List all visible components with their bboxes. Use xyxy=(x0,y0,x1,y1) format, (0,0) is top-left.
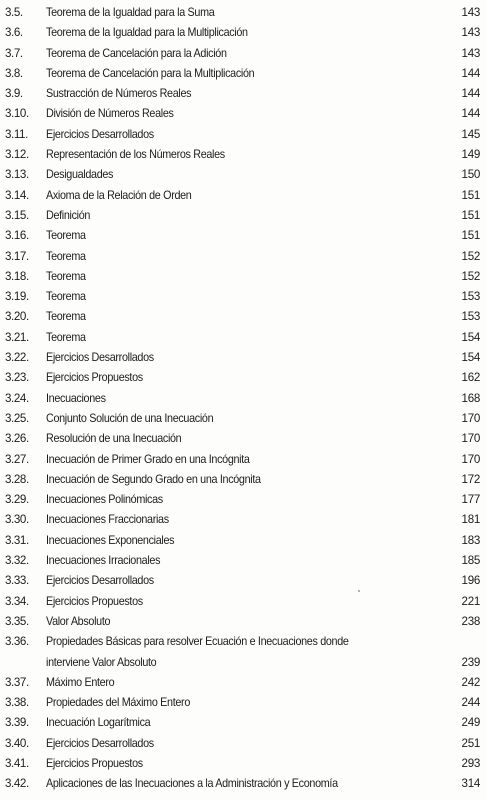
toc-entry-title xyxy=(46,450,250,470)
toc-entry-title xyxy=(46,44,227,64)
toc-entry-number: 3.23. xyxy=(5,371,29,385)
toc-entry-title xyxy=(46,64,254,84)
toc-entry-title xyxy=(46,592,143,612)
toc-entry xyxy=(0,206,487,226)
toc-entry xyxy=(0,64,487,84)
toc-entry-number: 3.10. xyxy=(5,107,29,121)
toc-entry xyxy=(0,104,487,124)
toc-entry-title-line: Propiedades Básicas para resolver Ecuación e Inecuaciones donde xyxy=(46,635,349,649)
toc-entry xyxy=(0,632,487,673)
toc-entry-page-number: 144 xyxy=(461,107,480,121)
toc-entry-page-number: 162 xyxy=(461,371,480,385)
toc-entry-title-line: Conjunto Solución de una Inecuación xyxy=(46,411,214,425)
toc-entry-page-number: 149 xyxy=(461,148,480,162)
toc-entry-page-number: 314 xyxy=(461,777,480,791)
toc-entry-number: 3.42. xyxy=(5,777,29,791)
toc-entry-page-number: 143 xyxy=(461,26,480,40)
toc-entry-number: 3.13. xyxy=(5,168,29,182)
toc-entry-title-line: Ejercicios Propuestos xyxy=(46,594,143,608)
toc-entry-number: 3.37. xyxy=(5,675,29,689)
toc-entry-number: 3.33. xyxy=(5,574,29,588)
toc-entry-title-line: Teorema xyxy=(46,330,86,344)
toc-entry xyxy=(0,267,487,287)
toc-entry-title-line: Teorema xyxy=(46,290,86,304)
toc-entry-title-line: Teorema xyxy=(46,249,86,263)
toc-entry-title-line: Teorema de la Igualdad para la Multiplicación xyxy=(46,26,248,40)
scan-speck xyxy=(358,590,360,592)
toc-entry-number: 3.36. xyxy=(5,635,29,649)
toc-entry-title xyxy=(46,409,213,429)
toc-entry-title xyxy=(46,23,248,43)
toc-entry-title xyxy=(46,389,106,409)
toc-entry-number: 3.26. xyxy=(5,432,29,446)
toc-entry-page-number: 183 xyxy=(461,533,480,547)
toc-entry xyxy=(0,44,487,64)
toc-entry-page-number: 181 xyxy=(461,513,480,527)
toc-entry-page-number: 172 xyxy=(461,472,480,486)
toc-entry-title xyxy=(46,470,261,490)
toc-entry-title-line: Sustracción de Números Reales xyxy=(46,87,192,101)
toc-entry-page-number: 152 xyxy=(461,269,480,283)
toc-entry-page-number: 144 xyxy=(461,87,480,101)
toc-entry-title xyxy=(46,125,154,145)
toc-entry-title xyxy=(46,531,174,551)
toc-entry xyxy=(0,713,487,733)
toc-entry-title xyxy=(46,165,113,185)
toc-entry-number: 3.20. xyxy=(5,310,29,324)
toc-entry xyxy=(0,490,487,510)
toc-entry-title xyxy=(46,267,86,287)
toc-entry xyxy=(0,287,487,307)
toc-entry-page-number: 151 xyxy=(461,208,480,222)
toc-entry-page-number: 143 xyxy=(461,6,480,19)
toc-entry xyxy=(0,592,487,612)
toc-entry-title xyxy=(46,612,110,632)
toc-entry-number: 3.27. xyxy=(5,452,29,466)
toc-entry-page-number: 152 xyxy=(461,249,480,263)
toc-entry xyxy=(0,409,487,429)
toc-entry-title xyxy=(46,713,150,733)
toc-entry-title-line: Propiedades del Máximo Entero xyxy=(46,696,191,710)
toc-entry-title-line: Ejercicios Desarrollados xyxy=(46,736,154,750)
toc-entry-title-line: Inecuación Logarítmica xyxy=(46,716,151,730)
toc-entry-title-line: Representación de los Números Reales xyxy=(46,148,225,162)
toc-entry-title xyxy=(46,490,163,510)
toc-entry-title xyxy=(46,328,86,348)
toc-entry-title-line: interviene Valor Absoluto xyxy=(46,655,157,669)
toc-entry-title-line: Inecuación de Segundo Grado en una Incógnita xyxy=(46,472,261,486)
toc-entry-title-line: Aplicaciones de las Inecuaciones a la Administración y Economía xyxy=(46,777,338,791)
toc-entry-number: 3.28. xyxy=(5,472,29,486)
toc-entry-page-number: 221 xyxy=(461,594,480,608)
toc-entry-title-line: Inecuaciones Fraccionarias xyxy=(46,513,169,527)
toc-entry-page-number: 151 xyxy=(461,229,480,243)
toc-entry-title xyxy=(46,104,174,124)
toc-entry-page-number: 153 xyxy=(461,310,480,324)
toc-entry-title xyxy=(46,186,191,206)
toc-entry xyxy=(0,571,487,591)
toc-entry xyxy=(0,612,487,632)
toc-entry xyxy=(0,247,487,267)
toc-entry-page-number: 185 xyxy=(461,554,480,568)
toc-entry-title xyxy=(46,510,169,530)
toc-entry-title-line: Axioma de la Relación de Orden xyxy=(46,188,192,202)
toc-entry-title xyxy=(46,84,191,104)
toc-entry-title-line: Desigualdades xyxy=(46,168,114,182)
toc-entry-title xyxy=(46,226,86,246)
toc-entry-page-number: 154 xyxy=(461,351,480,365)
toc-entry-title xyxy=(46,551,160,571)
toc-entry-page-number: 168 xyxy=(461,391,480,405)
toc-entry-title xyxy=(46,348,154,368)
toc-entry-title-line: Ejercicios Desarrollados xyxy=(46,127,154,141)
toc-entry-title xyxy=(46,3,214,23)
toc-entry xyxy=(0,673,487,693)
toc-entry-page-number: 153 xyxy=(461,290,480,304)
toc-entry-number: 3.12. xyxy=(5,148,29,162)
toc-entry xyxy=(0,693,487,713)
toc-entry-title-line: Resolución de una Inecuación xyxy=(46,432,182,446)
toc-entry-title-line: Teorema xyxy=(46,269,86,283)
toc-entry-title-line: División de Números Reales xyxy=(46,107,174,121)
toc-entry xyxy=(0,551,487,571)
toc-entry-number: 3.5. xyxy=(5,6,23,19)
toc-entry-page-number: 150 xyxy=(461,168,480,182)
toc-entry xyxy=(0,186,487,206)
toc-entry xyxy=(0,470,487,490)
toc-entry-page-number: 170 xyxy=(461,411,480,425)
toc-entry-page-number: 251 xyxy=(461,736,480,750)
toc-entry-page-number: 170 xyxy=(461,432,480,446)
toc-entry-title xyxy=(46,754,143,774)
toc-entry-page-number: 143 xyxy=(461,46,480,60)
toc-entry-title xyxy=(46,247,86,267)
toc-entry-title xyxy=(46,632,349,673)
toc-entry-title-line: Ejercicios Propuestos xyxy=(46,371,143,385)
toc-entry-number: 3.29. xyxy=(5,493,29,507)
toc-entry-title xyxy=(46,734,154,754)
toc-entry xyxy=(0,774,487,794)
toc-entry-number: 3.38. xyxy=(5,696,29,710)
toc-entry-title-line: Inecuaciones xyxy=(46,391,106,405)
toc-entry-page-number: 145 xyxy=(461,127,480,141)
toc-entry xyxy=(0,145,487,165)
toc-entry-page-number: 170 xyxy=(461,452,480,466)
toc-entry-number: 3.21. xyxy=(5,330,29,344)
toc-entry-title xyxy=(46,307,86,327)
toc-entry xyxy=(0,734,487,754)
toc-entry-number: 3.19. xyxy=(5,290,29,304)
toc-entry-page-number: 238 xyxy=(461,614,480,628)
toc-entry-number: 3.39. xyxy=(5,716,29,730)
toc-entry-title xyxy=(46,287,86,307)
toc-entry-title-line: Valor Absoluto xyxy=(46,614,111,628)
toc-entry-title-line: Teorema xyxy=(46,229,86,243)
toc-entry-title xyxy=(46,693,190,713)
toc-entry-page-number: 196 xyxy=(461,574,480,588)
toc-entry-title-line: Ejercicios Desarrollados xyxy=(46,574,154,588)
toc-entry-title-line: Ejercicios Desarrollados xyxy=(46,351,154,365)
toc-entry-title xyxy=(46,774,338,794)
toc-entry-number: 3.35. xyxy=(5,614,29,628)
toc-entry xyxy=(0,125,487,145)
toc-entry-number: 3.15. xyxy=(5,208,29,222)
toc-entry-number: 3.32. xyxy=(5,554,29,568)
toc-entry xyxy=(0,226,487,246)
toc-entry-title-line: Definición xyxy=(46,208,91,222)
toc-entry xyxy=(0,165,487,185)
toc-entry-number: 3.24. xyxy=(5,391,29,405)
toc-entry-title-line: Inecuaciones Exponenciales xyxy=(46,533,175,547)
toc-entry-title xyxy=(46,368,143,388)
toc-entry xyxy=(0,389,487,409)
toc-entry xyxy=(0,3,487,23)
toc-entry-title-line: Teorema de la Igualdad para la Suma xyxy=(46,6,215,19)
toc-entry xyxy=(0,754,487,774)
toc-entry xyxy=(0,450,487,470)
toc-entry-title-line: Teorema xyxy=(46,310,86,324)
toc-entry xyxy=(0,348,487,368)
toc-entry-number: 3.7. xyxy=(5,46,23,60)
toc-entry xyxy=(0,307,487,327)
toc-entry-number: 3.41. xyxy=(5,756,29,770)
toc-entry-title xyxy=(46,571,154,591)
toc-entry-title-line: Máximo Entero xyxy=(46,675,115,689)
toc-entry xyxy=(0,23,487,43)
toc-entry-title-line: Inecuaciones Polinómicas xyxy=(46,493,163,507)
toc-entry-page-number: 244 xyxy=(461,696,480,710)
toc-entry-number: 3.30. xyxy=(5,513,29,527)
toc-entry xyxy=(0,368,487,388)
toc-entry-title xyxy=(46,145,225,165)
toc-entry-number: 3.40. xyxy=(5,736,29,750)
toc-entry-number: 3.6. xyxy=(5,26,23,40)
toc-entry-page-number: 249 xyxy=(461,716,480,730)
toc-entry-page-number: 239 xyxy=(461,655,480,669)
toc-entry-page-number: 242 xyxy=(461,675,480,689)
toc-entry-number: 3.31. xyxy=(5,533,29,547)
toc-entry xyxy=(0,531,487,551)
toc-entry-number: 3.16. xyxy=(5,229,29,243)
toc-entry-number: 3.17. xyxy=(5,249,29,263)
toc-entry-number: 3.25. xyxy=(5,411,29,425)
toc-entry xyxy=(0,510,487,530)
toc-entry xyxy=(0,429,487,449)
toc-entry-title-line: Inecuaciones Irracionales xyxy=(46,554,161,568)
toc-entry-title-line: Teorema de Cancelación para la Multiplicación xyxy=(46,66,255,80)
toc-entry-number: 3.9. xyxy=(5,87,23,101)
toc-entry-page-number: 154 xyxy=(461,330,480,344)
toc-entry-page-number: 144 xyxy=(461,66,480,80)
toc-entry-number: 3.18. xyxy=(5,269,29,283)
toc-entry-number: 3.14. xyxy=(5,188,29,202)
toc-entry-page-number: 151 xyxy=(461,188,480,202)
toc-entry-page-number: 293 xyxy=(461,756,480,770)
toc-entry-number: 3.11. xyxy=(5,127,28,141)
toc-entry-number: 3.8. xyxy=(5,66,23,80)
toc-entry-number: 3.34. xyxy=(5,594,29,608)
toc-entry-page-number: 177 xyxy=(461,493,480,507)
toc-entry xyxy=(0,84,487,104)
toc-entry-title xyxy=(46,673,114,693)
toc-entry-title xyxy=(46,206,90,226)
toc-entry-title-line: Teorema de Cancelación para la Adición xyxy=(46,46,227,60)
toc-entry-title-line: Inecuación de Primer Grado en una Incógnita xyxy=(46,452,250,466)
toc-entry-number: 3.22. xyxy=(5,351,29,365)
table-of-contents xyxy=(0,3,487,795)
toc-entry-title-line: Ejercicios Propuestos xyxy=(46,756,143,770)
toc-entry xyxy=(0,328,487,348)
toc-entry-title xyxy=(46,429,181,449)
